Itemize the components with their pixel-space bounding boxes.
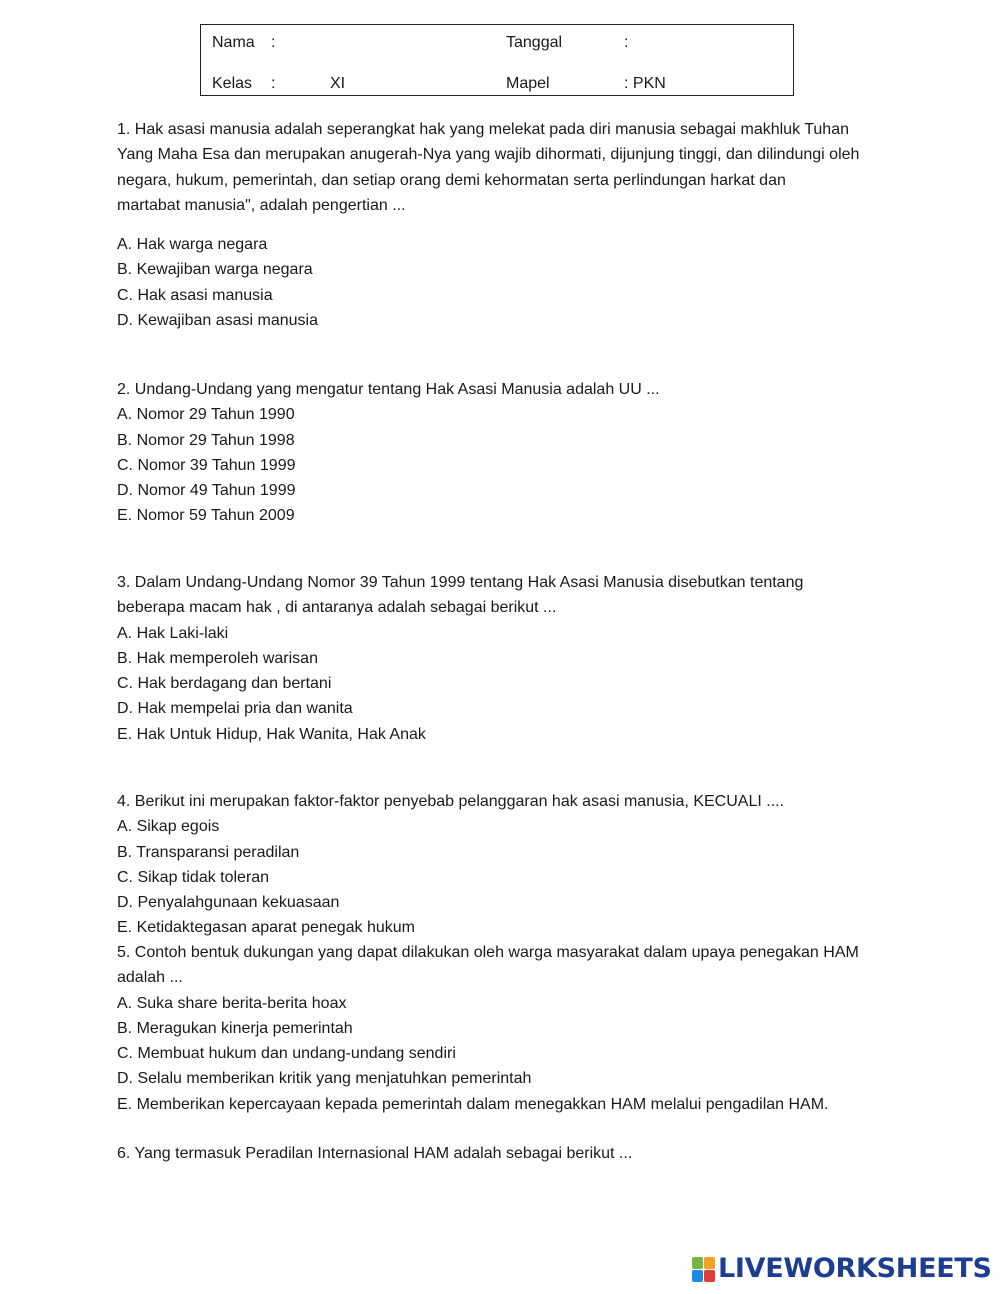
logo-mark-icon <box>692 1257 715 1282</box>
date-label: Tanggal <box>506 34 563 51</box>
answer-option: E. Ketidaktegasan aparat penegak hukum <box>117 919 415 937</box>
name-separator: : <box>271 34 276 51</box>
question-text: 3. Dalam Undang-Undang Nomor 39 Tahun 1999 tentang Hak Asasi Manusia disebutkan tentang <box>117 574 804 591</box>
name-label: Nama <box>212 34 255 51</box>
logo-mark-tile <box>692 1270 703 1282</box>
answer-option: E. Nomor 59 Tahun 2009 <box>117 507 295 525</box>
answer-option: B. Hak memperoleh warisan <box>117 649 318 667</box>
answer-option: C. Hak berdagang dan bertani <box>117 675 332 693</box>
answer-option: C. Nomor 39 Tahun 1999 <box>117 456 296 474</box>
question-text: Yang Maha Esa dan merupakan anugerah-Nya yang wajib dihormati, dijunjung tinggi, dan dilindungi oleh <box>117 146 860 164</box>
answer-option: E. Memberikan kepercayaan kepada pemerintah dalam menegakkan HAM melalui pengadilan HAM. <box>117 1095 829 1113</box>
answer-option: D. Nomor 49 Tahun 1999 <box>117 482 296 500</box>
question-text: 4. Berikut ini merupakan faktor-faktor penyebab pelanggaran hak asasi manusia, KECUALI .... <box>117 793 785 810</box>
question-text: negara, hukum, pemerintah, dan setiap orang demi kehormatan serta perlindungan harkat dan <box>117 171 786 189</box>
subject-label: Mapel <box>506 75 550 92</box>
question-text: martabat manusia", adalah pengertian ... <box>117 196 406 214</box>
question-text: 6. Yang termasuk Peradilan Internasional HAM adalah sebagai berikut ... <box>117 1145 633 1162</box>
class-label: Kelas <box>212 75 253 92</box>
answer-option: B. Meragukan kinerja pemerintah <box>117 1019 353 1037</box>
answer-option: A. Nomor 29 Tahun 1990 <box>117 406 295 424</box>
class-separator: : <box>271 75 276 92</box>
answer-option: D. Hak mempelai pria dan wanita <box>117 700 353 718</box>
answer-option: A. Sikap egois <box>117 818 220 836</box>
question-2 <box>117 377 897 529</box>
logo-text: LIVEWORKSHEETS <box>718 1253 992 1284</box>
answer-option: B. Kewajiban warga negara <box>117 261 313 279</box>
answer-option: B. Transparansi peradilan <box>117 843 300 861</box>
answer-option: A. Suka share berita-berita hoax <box>117 994 347 1012</box>
answer-option: E. Hak Untuk Hidup, Hak Wanita, Hak Anak <box>117 725 426 743</box>
logo-mark-tile <box>704 1257 715 1269</box>
answer-option: C. Hak asasi manusia <box>117 286 273 304</box>
question-6 <box>117 1141 897 1166</box>
answer-option: C. Membuat hukum dan undang-undang sendiri <box>117 1045 456 1063</box>
class-value: XI <box>330 75 346 92</box>
student-info-box <box>200 24 794 96</box>
answer-option: D. Selalu memberikan kritik yang menjatuhkan pemerintah <box>117 1070 532 1088</box>
question-5 <box>117 940 897 1117</box>
answer-option: D. Kewajiban asasi manusia <box>117 312 318 330</box>
answer-option: A. Hak Laki-laki <box>117 624 229 642</box>
question-3 <box>117 570 897 747</box>
answer-option: B. Nomor 29 Tahun 1998 <box>117 431 295 449</box>
logo-mark-tile <box>692 1257 703 1269</box>
answer-option: A. Hak warga negara <box>117 236 268 254</box>
answer-option: D. Penyalahgunaan kekuasaan <box>117 894 340 912</box>
subject-value: : PKN <box>624 75 666 92</box>
liveworksheets-logo <box>692 1254 992 1284</box>
question-text: 1. Hak asasi manusia adalah seperangkat hak yang melekat pada diri manusia sebagai makhluk Tuhan <box>117 121 849 138</box>
question-1 <box>117 117 897 333</box>
answer-option: C. Sikap tidak toleran <box>117 868 270 886</box>
question-text: adalah ... <box>117 969 183 987</box>
question-text: 5. Contoh bentuk dukungan yang dapat dilakukan oleh warga masyarakat dalam upaya penegakan HAM <box>117 944 859 961</box>
question-text: beberapa macam hak , di antaranya adalah sebagai berikut ... <box>117 599 557 617</box>
logo-mark-tile <box>704 1270 715 1282</box>
date-separator: : <box>624 34 629 51</box>
question-text: 2. Undang-Undang yang mengatur tentang Hak Asasi Manusia adalah UU ... <box>117 381 660 398</box>
question-4 <box>117 789 897 941</box>
